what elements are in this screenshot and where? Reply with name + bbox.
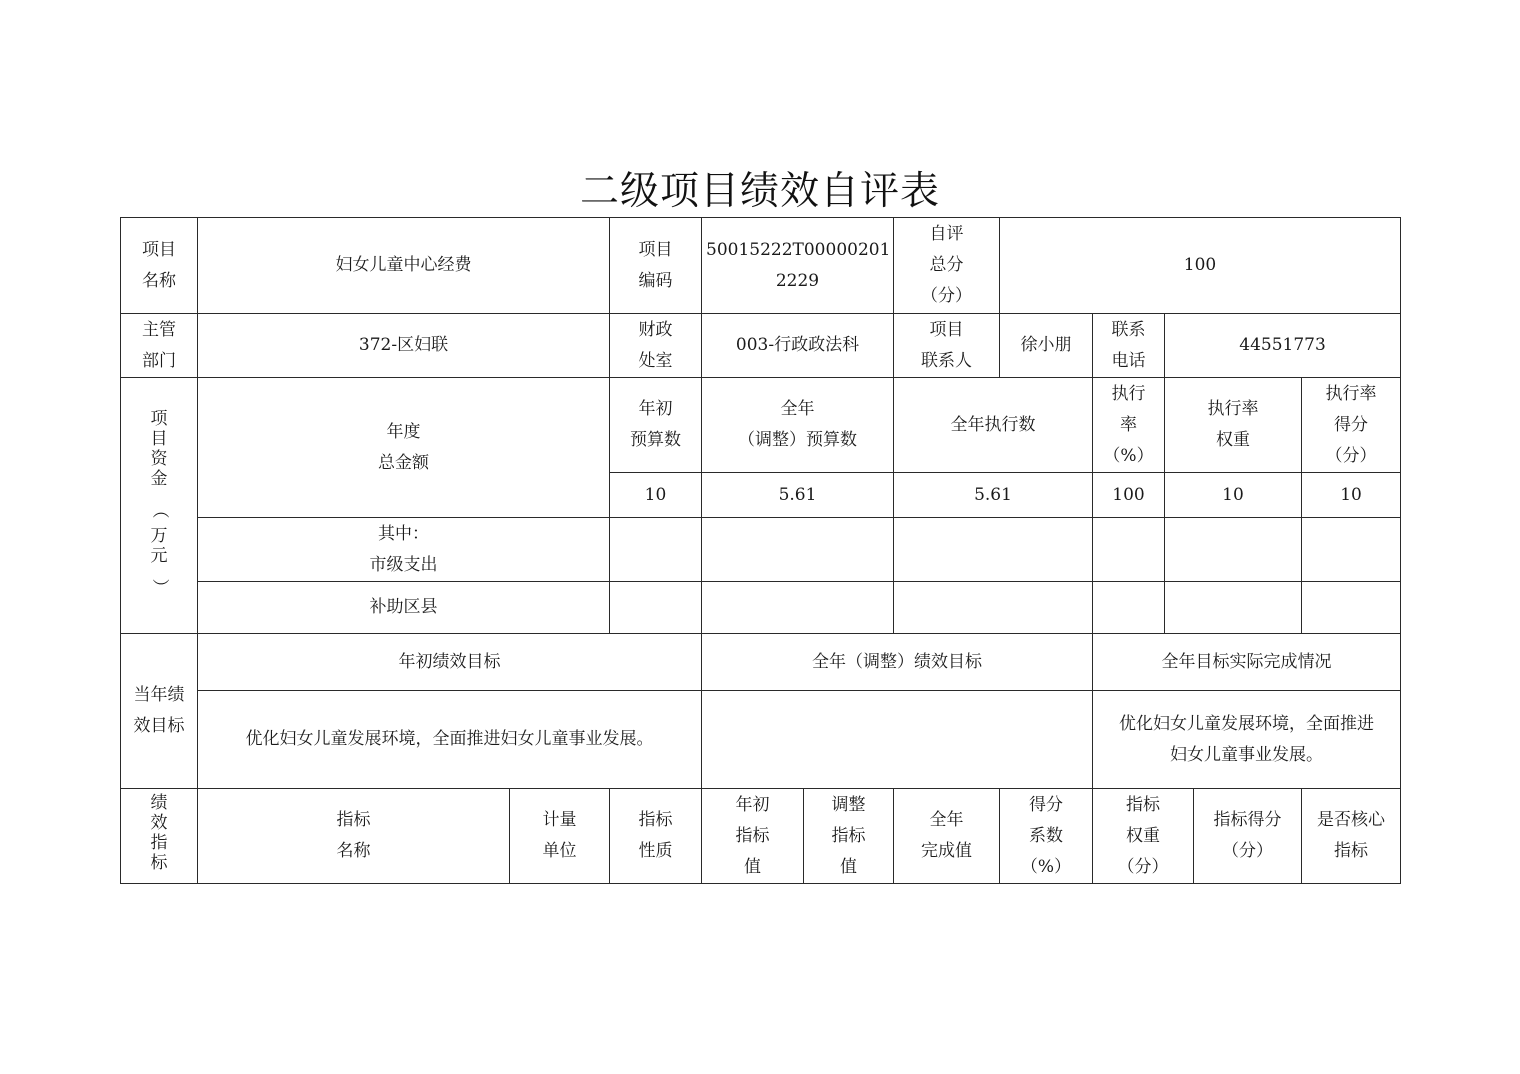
- page-title: 二级项目绩效自评表: [579, 169, 940, 214]
- project-code-label: 项目 编码: [610, 218, 702, 314]
- indicator-completed-header: 全年 完成值: [894, 789, 1000, 884]
- city-weight-cell: [1165, 518, 1302, 582]
- self-score-value: 100: [1000, 218, 1401, 314]
- total-weight-value: 10: [1165, 473, 1302, 518]
- finance-office-value: 003-行政政法科: [702, 314, 894, 378]
- county-initial-cell: [610, 582, 702, 634]
- city-initial-cell: [610, 518, 702, 582]
- city-rate-cell: [1093, 518, 1165, 582]
- initial-goal-value: 优化妇女儿童发展环境，全面推进妇女儿童事业发展。: [198, 691, 702, 789]
- adjusted-goal-value: [702, 691, 1093, 789]
- col-execution-rate: 执行 率 （%）: [1093, 378, 1165, 473]
- indicator-nature-header: 指标 性质: [610, 789, 702, 884]
- department-value: 372-区妇联: [198, 314, 610, 378]
- total-executed-value: 5.61: [894, 473, 1093, 518]
- col-rate-weight: 执行率 权重: [1165, 378, 1302, 473]
- county-subsidy-label: 补助区县: [198, 582, 610, 634]
- project-name-label: 项目 名称: [121, 218, 198, 314]
- indicator-adjusted-header: 调整 指标 值: [804, 789, 894, 884]
- finance-office-label: 财政 处室: [610, 314, 702, 378]
- phone-value: 44551773: [1165, 314, 1401, 378]
- contact-label: 项目 联系人: [894, 314, 1000, 378]
- self-score-label: 自评 总分 （分）: [894, 218, 1000, 314]
- city-executed-cell: [894, 518, 1093, 582]
- total-rate-value: 100: [1093, 473, 1165, 518]
- performance-evaluation-table: [120, 217, 1401, 884]
- contact-value: 徐小朋: [1000, 314, 1093, 378]
- goals-header-row: [121, 634, 1401, 691]
- funds-city-row: [121, 518, 1401, 582]
- funds-header-row: [121, 378, 1401, 473]
- total-initial-value: 10: [610, 473, 702, 518]
- actual-goal-header: 全年目标实际完成情况: [1093, 634, 1401, 691]
- county-executed-cell: [894, 582, 1093, 634]
- indicator-initial-header: 年初 指标 值: [702, 789, 804, 884]
- total-adjusted-value: 5.61: [702, 473, 894, 518]
- city-expense-label: 其中： 市级支出: [198, 518, 610, 582]
- funds-section-text: 项目资金: [150, 408, 168, 489]
- goals-section-label: 当年绩 效目标: [121, 634, 198, 789]
- city-adjusted-cell: [702, 518, 894, 582]
- indicator-weight-header: 指标 权重 （分）: [1093, 789, 1194, 884]
- county-score-cell: [1302, 582, 1401, 634]
- funds-section-label: 项目资金 （ 万元 ）: [121, 378, 198, 634]
- goals-content-row: [121, 691, 1401, 789]
- indicator-coef-header: 得分 系数 （%）: [1000, 789, 1093, 884]
- project-code-value: 50015222T00000201 2229: [702, 218, 894, 314]
- county-adjusted-cell: [702, 582, 894, 634]
- col-executed: 全年执行数: [894, 378, 1093, 473]
- total-score-value: 10: [1302, 473, 1401, 518]
- col-adjusted-budget: 全年 （调整）预算数: [702, 378, 894, 473]
- indicators-section-label: 绩效指标: [121, 789, 198, 884]
- funds-county-row: [121, 582, 1401, 634]
- actual-goal-value: 优化妇女儿童发展环境，全面推进 妇女儿童事业发展。: [1093, 691, 1401, 789]
- col-rate-score: 执行率 得分 （分）: [1302, 378, 1401, 473]
- initial-goal-header: 年初绩效目标: [198, 634, 702, 691]
- county-rate-cell: [1093, 582, 1165, 634]
- total-amount-label: 年度 总金额: [198, 378, 610, 518]
- indicator-score-header: 指标得分 （分）: [1194, 789, 1302, 884]
- indicator-name-header: 指标 名称: [198, 789, 510, 884]
- department-label: 主管 部门: [121, 314, 198, 378]
- col-initial-budget: 年初 预算数: [610, 378, 702, 473]
- county-weight-cell: [1165, 582, 1302, 634]
- indicator-core-header: 是否核心 指标: [1302, 789, 1401, 884]
- adjusted-goal-header: 全年（调整）绩效目标: [702, 634, 1093, 691]
- indicators-header-row: [121, 789, 1401, 884]
- project-row: [121, 218, 1401, 314]
- department-row: [121, 314, 1401, 378]
- indicator-unit-header: 计量 单位: [510, 789, 610, 884]
- city-score-cell: [1302, 518, 1401, 582]
- phone-label: 联系 电话: [1093, 314, 1165, 378]
- project-name-value: 妇女儿童中心经费: [198, 218, 610, 314]
